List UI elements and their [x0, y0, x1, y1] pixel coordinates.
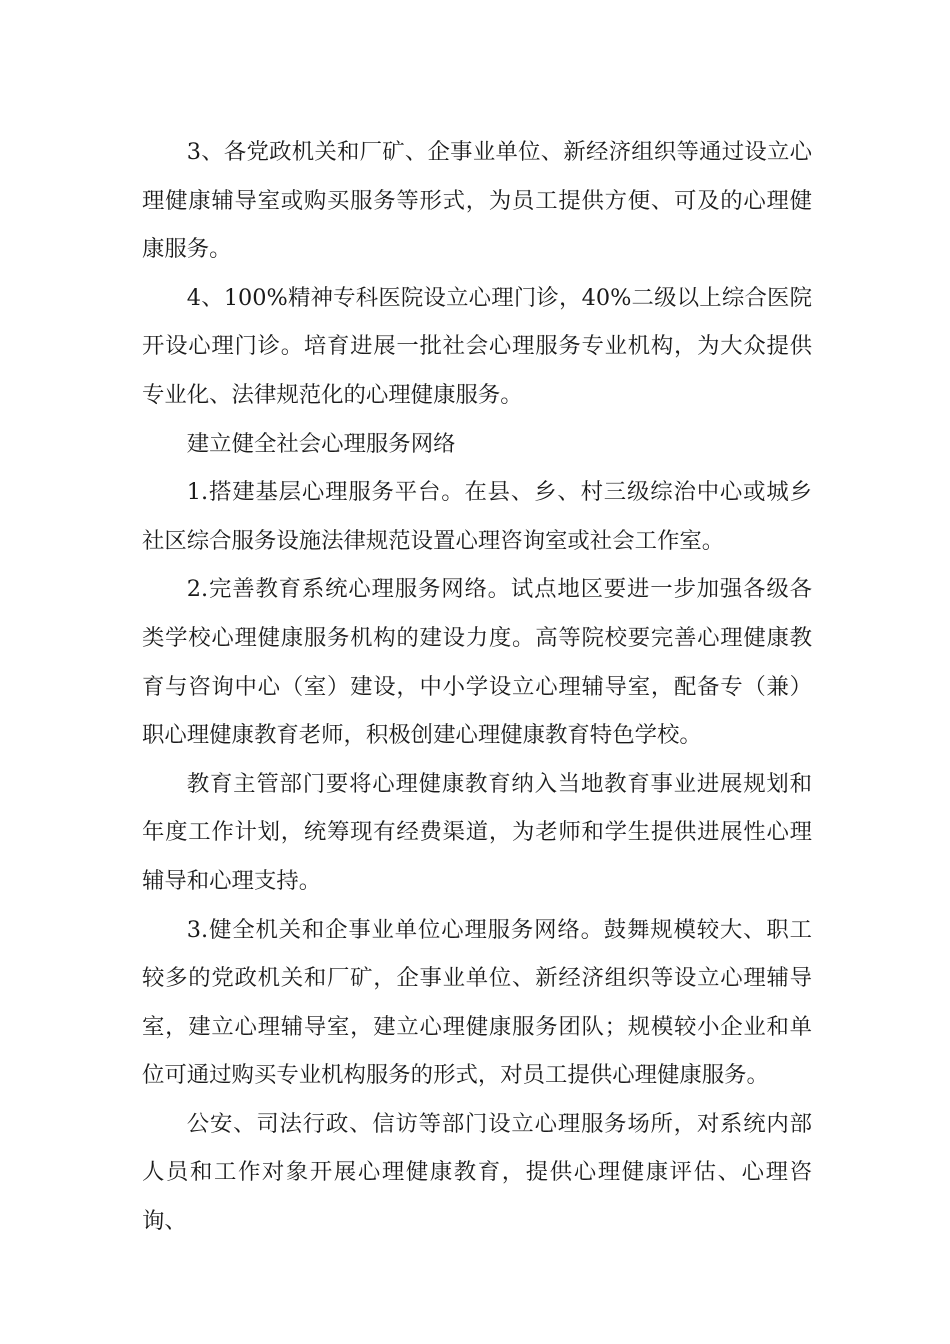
paragraph-2: 4、100%精神专科医院设立心理门诊，40%二级以上综合医院开设心理门诊。培育进展一批社会心理服务专业机构，为大众提供专业化、法律规范化的心理健康服务。	[142, 284, 812, 408]
document-body	[142, 128, 812, 1246]
paragraph-5: 教育主管部门要将心理健康教育纳入当地教育事业进展规划和年度工作计划，统筹现有经费渠道，为老师和学生提供进展性心理辅导和心理支持。	[142, 770, 812, 894]
paragraph-6: 3.健全机关和企事业单位心理服务网络。鼓舞规模较大、职工较多的党政机关和厂矿，企事业单位、新经济组织等设立心理辅导室，建立心理辅导室，建立心理健康服务团队；规模较小企业和单位可通过购买专业机构服务的形式，对员工提供心理健康服务。	[142, 916, 812, 1089]
paragraph-4: 2.完善教育系统心理服务网络。试点地区要进一步加强各级各类学校心理健康服务机构的建设力度。高等院校要完善心理健康教育与咨询中心（室）建设，中小学设立心理辅导室，配备专（兼）职心理健康教育老师，积极创建心理健康教育特色学校。	[142, 576, 812, 749]
section-heading: 建立健全社会心理服务网络	[186, 430, 456, 457]
paragraph-7: 公安、司法行政、信访等部门设立心理服务场所，对系统内部人员和工作对象开展心理健康教育，提供心理健康评估、心理咨询、	[142, 1110, 812, 1235]
paragraph-1: 3、各党政机关和厂矿、企事业单位、新经济组织等通过设立心理健康辅导室或购买服务等形式，为员工提供方便、可及的心理健康服务。	[142, 139, 812, 263]
paragraph-3: 1.搭建基层心理服务平台。在县、乡、村三级综治中心或城乡社区综合服务设施法律规范设置心理咨询室或社会工作室。	[142, 479, 812, 554]
